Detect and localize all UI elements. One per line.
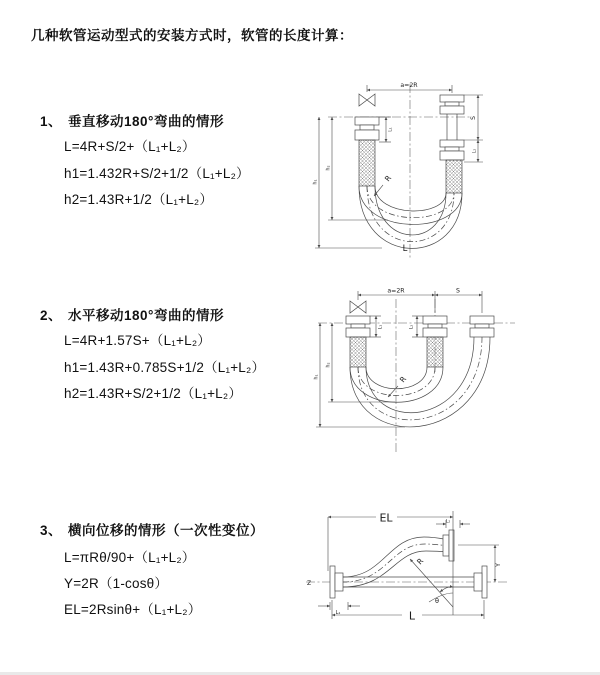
curved-hose-position [343,537,449,587]
section-1-title: 垂直移动180°弯曲的情形 [68,114,224,129]
formula-s2-L: L=4R+1.57S+（L₁+L₂） [64,333,211,348]
dim-label-h2: h₂ [325,362,332,368]
dim-label-l: L [402,244,408,254]
dimension-labels [307,512,502,623]
dim-label-a2r: a=2R [400,82,418,89]
dim-label-l2: L₂ [472,148,478,154]
dim-label-theta: θ [435,597,439,605]
dimension-lines [313,291,482,427]
dim-label-r: R [382,173,394,184]
section-3-title: 横向位移的情形（一次性变位） [68,523,265,538]
dim-label-l1: L₁ [335,610,341,616]
right-upper-flange-fitting [443,530,454,561]
dim-label-l1: L₁ [378,324,384,330]
diagram-lateral-displacement [296,503,598,650]
dimension-lines [318,511,499,619]
left-flange-fitting [330,566,343,598]
centerline-end-mark: Z [306,580,312,587]
section-2-title: 水平移动180°弯曲的情形 [68,308,224,323]
dim-label-l: L [408,609,416,623]
dim-label-y: Y [495,563,502,567]
section-1-heading [40,110,224,130]
dim-label-h1: h₁ [312,179,319,185]
hose-arcs [350,337,490,427]
page-title: 几种软管运动型式的安装方式时，软管的长度计算： [31,28,353,43]
section-3-heading [40,519,264,539]
formula-s3-EL: EL=2Rsinθ+（L₁+L₂） [64,602,202,617]
right-end-fitting [440,95,464,193]
braided-hose-section [446,160,462,193]
dim-label-a2r: a=2R [387,287,405,295]
dim-label-r: R [397,374,409,385]
section-1-number: 1、 [40,114,63,129]
dim-label-h2: h₂ [325,165,332,171]
formula-s1-h1: h1=1.432R+S/2+1/2（L₁+L₂） [64,166,250,181]
right-end-fitting [470,316,494,337]
formula-s3-Y: Y=2R（1-cosθ） [64,576,169,591]
middle-end-fitting [423,316,447,367]
formula-s2-h2: h2=1.43R+S/2+1/2（L₁+L₂） [64,386,243,401]
section-3-number: 3、 [40,523,63,538]
formula-s1-L: L=4R+S/2+（L₁+L₂） [64,139,196,154]
diagram-vertical-180-bend [310,70,595,260]
dim-label-s: S [470,116,477,120]
right-lower-flange-fitting [474,566,487,598]
left-end-fitting [346,301,370,367]
dim-label-l1: L₁ [388,127,394,132]
braided-hose-section [359,140,375,186]
braided-hose-section [350,337,366,367]
formula-s1-h2: h2=1.43R+1/2（L₁+L₂） [64,192,214,207]
formula-s3-L: L=πRθ/90+（L₁+L₂） [64,550,196,565]
formula-s2-h1: h1=1.43R+0.785S+1/2（L₁+L₂） [64,360,266,375]
dim-label-s: S [456,287,460,295]
valve-icon [350,301,366,313]
braided-hose-section [427,337,443,367]
diagram-horizontal-180-bend [310,283,595,458]
dim-label-l2: L₂ [445,519,451,525]
dim-label-el: EL [379,511,393,525]
dim-label-h1: h₁ [313,374,320,380]
dim-label-l2: L₂ [409,324,415,330]
section-2-heading [40,304,224,324]
dim-label-r: R [415,556,426,567]
left-end-fitting [355,94,379,186]
section-2-number: 2、 [40,308,63,323]
valve-icon [359,94,375,106]
